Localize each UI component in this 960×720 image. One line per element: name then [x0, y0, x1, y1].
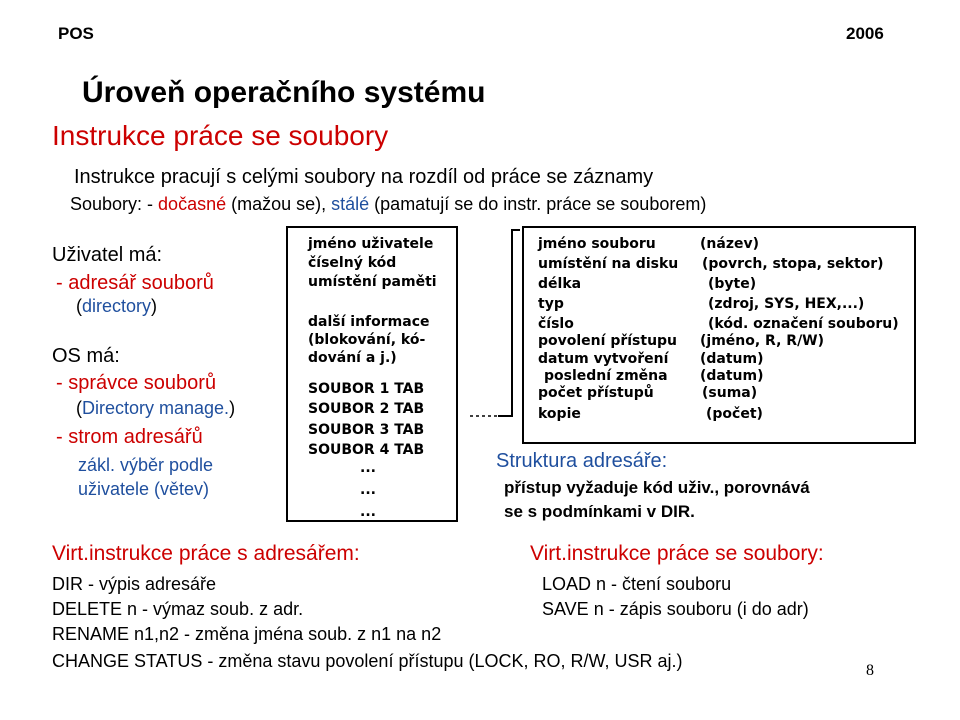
file-attr-value: (název): [700, 236, 759, 252]
file-tab-line: SOUBOR 4 TAB: [308, 442, 425, 458]
os-item-directory-tree: - strom adresářů: [56, 426, 203, 448]
page-title: Úroveň operačního systému: [82, 76, 486, 109]
file-attr-name: kopie: [538, 406, 581, 422]
paren-close: ): [229, 398, 236, 418]
file-attr-value: (počet): [706, 406, 763, 422]
file-attr-name: typ: [538, 296, 564, 312]
virt-file-item: LOAD n - čtení souboru: [542, 574, 732, 594]
os-tree-note-1: zákl. výběr podle: [78, 455, 214, 475]
file-attr-name: povolení přístupu: [538, 333, 678, 349]
ellipsis: ...: [360, 460, 376, 476]
user-heading: Uživatel má:: [52, 244, 163, 266]
paren-open: (: [76, 296, 82, 316]
virt-dir-heading: Virt.instrukce práce s adresářem:: [52, 542, 360, 565]
ellipsis: ...: [360, 482, 376, 498]
os-tree-note-2: uživatele (větev): [78, 479, 210, 499]
virt-dir-item: DIR - výpis adresáře: [52, 574, 217, 594]
file-tab-line: SOUBOR 2 TAB: [308, 401, 425, 417]
header-right: 2006: [846, 24, 884, 43]
bracket-connector: [468, 226, 524, 426]
user-record-line: číselný kód: [308, 255, 397, 271]
page-subtitle: Instrukce práce se soubory: [52, 120, 389, 151]
file-attr-value: (povrch, stopa, sektor): [702, 256, 884, 272]
directory-manage-term: Directory manage.: [82, 398, 230, 418]
file-attr-name: poslední změna: [544, 368, 668, 384]
intro-line-2-a: Soubory: -: [70, 194, 159, 214]
user-record-line: jméno uživatele: [308, 236, 434, 252]
file-attr-name: délka: [538, 276, 582, 292]
user-item-directory-note: [76, 296, 157, 317]
structure-line-1: přístup vyžaduje kód uživ., porovnává: [504, 478, 810, 497]
structure-heading: Struktura adresáře:: [496, 450, 668, 472]
file-tab-line: SOUBOR 3 TAB: [308, 422, 425, 438]
directory-term: directory: [82, 296, 152, 316]
user-record-line: (blokování, kó-: [308, 332, 426, 348]
file-attr-value: (suma): [702, 385, 758, 401]
file-attr-value: (kód. označení souboru): [708, 316, 899, 332]
file-attr-value: (byte): [708, 276, 757, 292]
virt-dir-item: DELETE n - výmaz soub. z adr.: [52, 599, 304, 619]
paren-open: (: [76, 398, 82, 418]
ellipsis: ...: [360, 504, 376, 520]
intro-line-2-e: (pamatují se do instr. práce se souborem): [369, 194, 707, 214]
file-attr-name: jméno souboru: [538, 236, 656, 252]
file-attr-name: datum vytvoření: [538, 351, 669, 367]
os-heading: OS má:: [52, 345, 120, 367]
virt-dir-item: RENAME n1,n2 - změna jména soub. z n1 na n2: [52, 624, 442, 644]
intro-line-2-temporary: dočasné: [158, 194, 227, 214]
user-record-line: další informace: [308, 314, 430, 330]
intro-line-2: [70, 194, 706, 215]
user-item-directory: - adresář souborů: [56, 272, 214, 294]
header-left: POS: [58, 24, 94, 43]
structure-line-2: se s podmínkami v DIR.: [504, 502, 695, 521]
virt-file-item: SAVE n - zápis souboru (i do adr): [542, 599, 809, 619]
intro-line-1: Instrukce pracují s celými soubory na rozdíl od práce se záznamy: [74, 166, 654, 188]
file-tab-line: SOUBOR 1 TAB: [308, 381, 425, 397]
user-record-line: umístění paměti: [308, 274, 437, 290]
file-attr-name: umístění na disku: [538, 256, 679, 272]
user-record-box: [286, 226, 458, 522]
paren-close: ): [151, 296, 158, 316]
file-attr-name: číslo: [538, 316, 574, 332]
file-attr-value: (jméno, R, R/W): [700, 333, 825, 349]
page-number: 8: [866, 662, 874, 679]
os-item-file-manager-note: [76, 398, 235, 419]
intro-line-2-c: (mažou se),: [226, 194, 332, 214]
virt-dir-item: CHANGE STATUS - změna stavu povolení přístupu (LOCK, RO, R/W, USR aj.): [52, 651, 683, 671]
file-attr-name: počet přístupů: [538, 385, 654, 401]
file-attr-value: (datum): [700, 368, 764, 384]
intro-line-2-permanent: stálé: [331, 194, 370, 214]
virt-file-heading: Virt.instrukce práce se soubory:: [530, 542, 824, 565]
file-record-box: [522, 226, 916, 444]
file-attr-value: (datum): [700, 351, 764, 367]
user-record-line: dování a j.): [308, 350, 397, 366]
file-attr-value: (zdroj, SYS, HEX,...): [708, 296, 865, 312]
os-item-file-manager: - správce souborů: [56, 372, 217, 394]
